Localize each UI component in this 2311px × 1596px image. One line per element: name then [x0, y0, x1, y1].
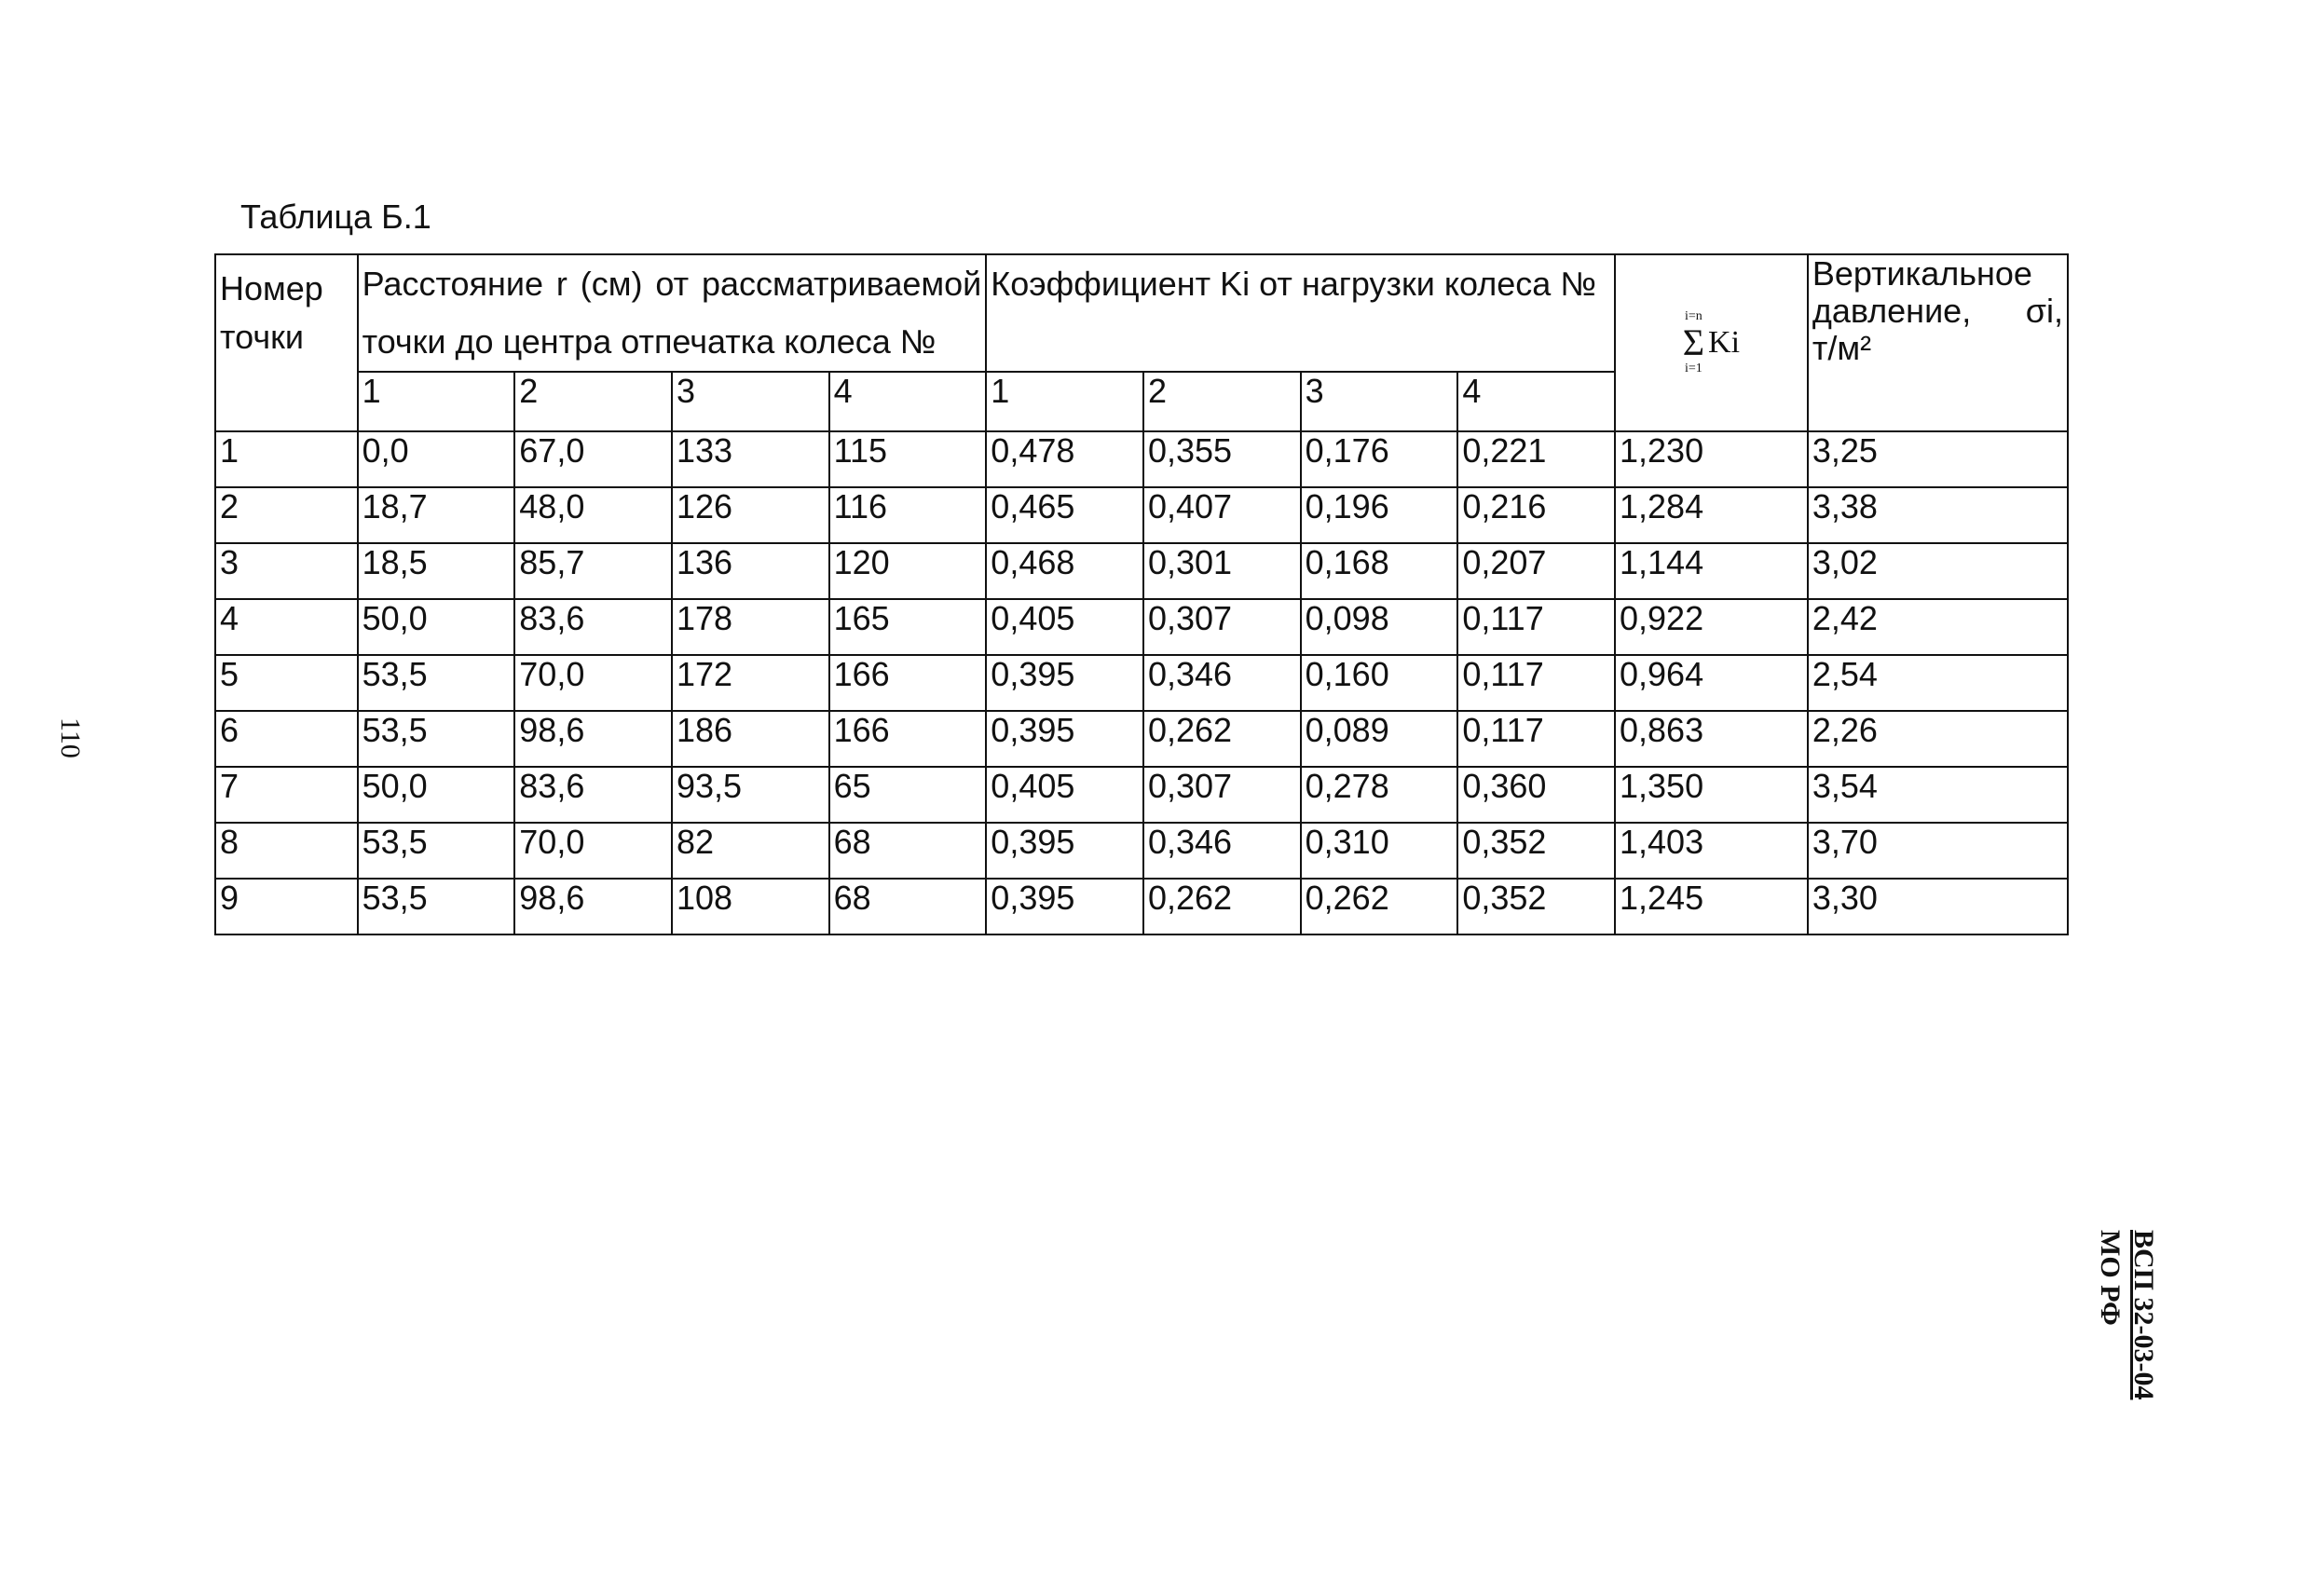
table-cell: 0,465 [986, 487, 1143, 543]
header-point-number: Номер точки [215, 254, 358, 431]
table-cell: 1,230 [1615, 431, 1808, 487]
table-cell: 0,262 [1143, 879, 1301, 934]
table-cell: 115 [829, 431, 987, 487]
header-vertical-pressure: Вертикальное давление, σi, т/м² [1808, 254, 2068, 431]
table-cell: 0,307 [1143, 767, 1301, 823]
table-cell: 0,176 [1301, 431, 1458, 487]
distance-wheel-4: 4 [829, 372, 987, 431]
sigma-label: σi, [2025, 292, 2063, 330]
table-cell: 0,468 [986, 543, 1143, 599]
table-row [215, 599, 2068, 655]
table-row [215, 543, 2068, 599]
distance-wheel-1: 1 [358, 372, 515, 431]
table-cell: 178 [672, 599, 829, 655]
table-cell: 166 [829, 711, 987, 767]
table-cell: 1,245 [1615, 879, 1808, 934]
table-cell: 0,098 [1301, 599, 1458, 655]
table-cell: 7 [215, 767, 358, 823]
table-cell: 53,5 [358, 879, 515, 934]
table-cell: 136 [672, 543, 829, 599]
table-row [215, 431, 2068, 487]
table-cell: 68 [829, 879, 987, 934]
table-cell: 18,5 [358, 543, 515, 599]
table-cell: 1,350 [1615, 767, 1808, 823]
table-cell: 120 [829, 543, 987, 599]
table-cell: 1,284 [1615, 487, 1808, 543]
table-cell: 53,5 [358, 655, 515, 711]
table-cell: 1,144 [1615, 543, 1808, 599]
table-cell: 0,346 [1143, 655, 1301, 711]
table-cell: 0,405 [986, 599, 1143, 655]
table-cell: 18,7 [358, 487, 515, 543]
table-cell: 172 [672, 655, 829, 711]
table-row [215, 879, 2068, 934]
table-cell: 4 [215, 599, 358, 655]
table-cell: 53,5 [358, 823, 515, 879]
table-cell: 83,6 [514, 599, 672, 655]
table-cell: 68 [829, 823, 987, 879]
table-cell: 0,168 [1301, 543, 1458, 599]
table-cell: 0,262 [1301, 879, 1458, 934]
table-cell: 0,310 [1301, 823, 1458, 879]
table-cell: 0,278 [1301, 767, 1458, 823]
table-cell: 3,70 [1808, 823, 2068, 879]
table-cell: 0,395 [986, 711, 1143, 767]
sum-symbol: i=n Σ i=1 [1682, 309, 1705, 375]
table-cell: 53,5 [358, 711, 515, 767]
table-cell: 0,160 [1301, 655, 1458, 711]
table-cell: 0,262 [1143, 711, 1301, 767]
table-cell: 9 [215, 879, 358, 934]
table-cell: 3,54 [1808, 767, 2068, 823]
table-cell: 0,352 [1457, 879, 1615, 934]
table-cell: 0,0 [358, 431, 515, 487]
table-cell: 2,26 [1808, 711, 2068, 767]
sum-variable: Ki [1708, 325, 1741, 360]
table-cell: 0,478 [986, 431, 1143, 487]
table-cell: 0,117 [1457, 711, 1615, 767]
table-cell: 70,0 [514, 655, 672, 711]
page-number: 110 [55, 717, 86, 758]
table-row [215, 711, 2068, 767]
table-cell: 2 [215, 487, 358, 543]
table-cell: 108 [672, 879, 829, 934]
document-code-line-1: ВСП 32-03-04 [2128, 1230, 2159, 1400]
table-cell: 0,089 [1301, 711, 1458, 767]
table-cell: 0,117 [1457, 599, 1615, 655]
table-cell: 3,38 [1808, 487, 2068, 543]
coef-wheel-1: 1 [986, 372, 1143, 431]
table-cell: 0,196 [1301, 487, 1458, 543]
table-cell: 3,30 [1808, 879, 2068, 934]
table-cell: 1 [215, 431, 358, 487]
table-cell: 0,395 [986, 655, 1143, 711]
table-row [215, 823, 2068, 879]
table-cell: 0,207 [1457, 543, 1615, 599]
coef-wheel-4: 4 [1457, 372, 1615, 431]
table-cell: 2,54 [1808, 655, 2068, 711]
table-cell: 0,301 [1143, 543, 1301, 599]
table-cell: 83,6 [514, 767, 672, 823]
table-cell: 0,117 [1457, 655, 1615, 711]
header-coefficient: Коэффициент Ki от нагрузки колеса № [986, 254, 1615, 372]
table-cell: 0,922 [1615, 599, 1808, 655]
table-cell: 166 [829, 655, 987, 711]
table-cell: 186 [672, 711, 829, 767]
data-table [214, 253, 2069, 935]
header-sum [1615, 254, 1808, 431]
table-row [215, 767, 2068, 823]
table-cell: 93,5 [672, 767, 829, 823]
table-cell: 65 [829, 767, 987, 823]
table-cell: 8 [215, 823, 358, 879]
table-cell: 1,403 [1615, 823, 1808, 879]
table-cell: 98,6 [514, 711, 672, 767]
table-cell: 82 [672, 823, 829, 879]
table-cell: 3 [215, 543, 358, 599]
table-cell: 50,0 [358, 599, 515, 655]
table-cell: 85,7 [514, 543, 672, 599]
document-code-line-2: МО РФ [2095, 1230, 2126, 1326]
table-cell: 0,405 [986, 767, 1143, 823]
table-cell: 3,25 [1808, 431, 2068, 487]
table-cell: 0,346 [1143, 823, 1301, 879]
table-row [215, 655, 2068, 711]
table-cell: 0,863 [1615, 711, 1808, 767]
table-cell: 0,216 [1457, 487, 1615, 543]
table-cell: 0,407 [1143, 487, 1301, 543]
table-cell: 3,02 [1808, 543, 2068, 599]
table-cell: 50,0 [358, 767, 515, 823]
table-cell: 0,395 [986, 879, 1143, 934]
table-cell: 0,360 [1457, 767, 1615, 823]
table-cell: 70,0 [514, 823, 672, 879]
table-cell: 2,42 [1808, 599, 2068, 655]
pressure-unit: т/м² [1812, 329, 1872, 367]
document-code [2093, 1230, 2160, 1400]
table-cell: 98,6 [514, 879, 672, 934]
table-cell: 6 [215, 711, 358, 767]
coef-wheel-2: 2 [1143, 372, 1301, 431]
table-cell: 0,221 [1457, 431, 1615, 487]
table-cell: 133 [672, 431, 829, 487]
table-cell: 5 [215, 655, 358, 711]
table-caption: Таблица Б.1 [240, 198, 431, 236]
coef-wheel-3: 3 [1301, 372, 1458, 431]
header-distance: Расстояние r (см) от рассматриваемой точки до центра отпечатка колеса № [358, 254, 987, 372]
table-cell: 48,0 [514, 487, 672, 543]
table-row [215, 487, 2068, 543]
table-cell: 126 [672, 487, 829, 543]
distance-wheel-2: 2 [514, 372, 672, 431]
table-cell: 0,395 [986, 823, 1143, 879]
table-cell: 0,352 [1457, 823, 1615, 879]
table-cell: 116 [829, 487, 987, 543]
table-cell: 0,964 [1615, 655, 1808, 711]
table-cell: 165 [829, 599, 987, 655]
table-cell: 0,355 [1143, 431, 1301, 487]
distance-wheel-3: 3 [672, 372, 829, 431]
table-cell: 67,0 [514, 431, 672, 487]
table-cell: 0,307 [1143, 599, 1301, 655]
